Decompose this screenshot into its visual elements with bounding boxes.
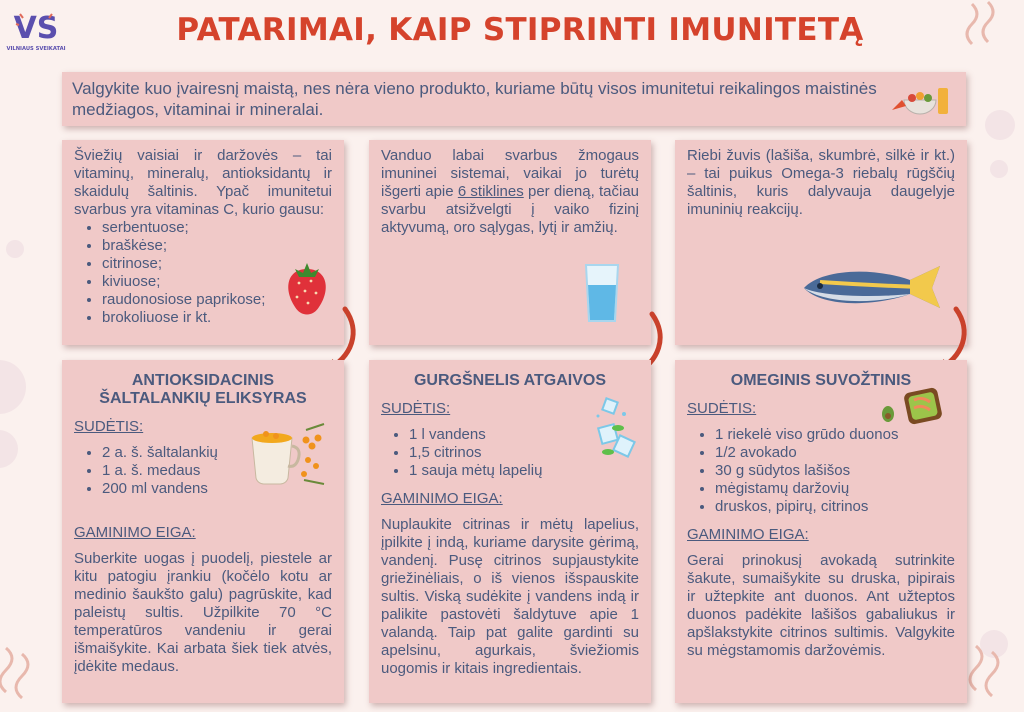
ingredients-list [687,426,955,516]
water-amount: 6 stiklines [457,183,524,200]
list-item: • brokoliuose ir kt. [102,309,332,327]
tip-text: Šviežių vaisiai ir daržovės – tai vitaminų, mineralų, antioksidantų ir skaidulų šaltinis. Ypač imunitetui svarbus yra vitaminas C, kurio gausu: [74,147,332,218]
list-item: • 200 ml vandens [102,480,332,498]
decor-bubble [6,240,24,258]
list-item: • kiviuose; [102,273,332,291]
method-text: Nuplaukite citrinas ir mėtų lapelius, įpilkite į indą, kuriame darysite gėrimą, vandenį. Pusę citrinos supjaustykite griežinėliais, o iš vienos išspauskite sultis. Viską sudėkite į vandens indą ir palikite pastovėti šaldytuve apie 1 valandą. Taip pat galite gardinti su apelsinu, agurkais, šviežiomis uogomis ir kitais ingredientais. [381,516,639,677]
list-item: • serbentuose; [102,219,332,237]
tea-cup-icon [246,420,332,490]
method-label: GAMINIMO EIGA: [687,526,809,543]
list-item: • 1,5 citrinos [409,444,639,462]
list-item: • 1 sauja mėtų lapelių [409,462,639,480]
logo-subtitle: VILNIAUS SVEIKATAI [6,46,66,52]
page-title: PATARIMAI, KAIP STIPRINTI IMUNITETĄ [176,12,864,48]
ingredients-label: SUDĖTIS: [74,418,144,435]
method-label: GAMINIMO EIGA: [74,524,196,541]
decor-bubble [0,430,18,468]
recipe-title: GURGŠNELIS ATGAIVOS [413,372,606,389]
intro-text: Valgykite kuo įvairesnį maistą, nes nėra vieno produkto, kuriame būtų visos imunitetui reikalingos maistinės medžiagos, vitaminai ir mineralai. [72,79,877,119]
list-item: • mėgistamų daržovių [715,480,955,498]
list-item: • raudonosiose paprikose; [102,291,332,309]
list-item: • braškėse; [102,237,332,255]
avocado-toast-icon [880,386,944,426]
method-label: GAMINIMO EIGA: [381,490,503,507]
logo [6,6,66,64]
decor-squiggle [0,640,60,712]
list-item: • druskos, pipirų, citrinos [715,498,955,516]
list-item: • 30 g sūdytos lašišos [715,462,955,480]
tip-text: Riebi žuvis (lašiša, skumbrė, silkė ir kt.) – tai puikus Omega-3 riebalų rūgščių šaltinis, kuris dalyvauja daugelyje imuninių reakcijų. [687,147,955,218]
list-item: • 1 riekelė viso grūdo duonos [715,426,955,444]
list-item: • 1 a. š. medaus [102,462,332,480]
ingredients-label: SUDĖTIS: [687,400,757,417]
list-item: • 1 l vandens [409,426,639,444]
recipe-title: OMEGINIS SUVOŽTINIS [730,372,912,389]
list-item: • 1/2 avokado [715,444,955,462]
list-item: • citrinose; [102,255,332,273]
decor-bubble [990,160,1008,178]
intro-card [62,72,966,126]
recipe-title: ANTIOKSIDACINIS ŠALTALANKIŲ ELIKSYRAS [99,372,307,407]
tip-text: Vanduo labai svarbus žmogaus imuninei sistemai, vaikai jo turėtų išgerti apie 6 stiklines per dieną, tačiau svarbu atsižvelgti į vaiko fizinį aktyvumą, oro sąlygas, lytį ir amžių. [381,147,640,236]
decor-squiggle [964,0,1024,60]
decor-squiggle [968,640,1024,712]
ingredients-label: SUDĖTIS: [381,400,451,417]
ice-cubes-icon [590,392,640,468]
list-item: • 2 a. š. šaltalankių [102,444,332,462]
method-text: Gerai prinokusį avokadą sutrinkite šakute, sumaišykite su druska, pipirais ir užtepkite ant duonos. Ant užteptos duonos padėkite lašišos gabaliukus ir apšlakstykite citrinos sultimis. Valgykite su mėgstamomis daržovėmis. [687,552,955,659]
decor-bubble [0,360,26,414]
food-bowl-icon [890,80,952,120]
decor-bubble [985,110,1015,140]
method-text: Suberkite uogas į puodelį, piestele ar kitu patogiu įrankiu (kočėlo kotu ar medinio šaukšto galu) pagrūskite, kad paleistų sultis. Užpilkite 70 °C temperatūros vandeniu ir gerai išmaišykite. Kai arbata šiek tiek atvės, įdėkite medaus. [74,550,332,675]
recipe-card-elixir [62,360,344,703]
logo-text: VS [13,11,59,46]
